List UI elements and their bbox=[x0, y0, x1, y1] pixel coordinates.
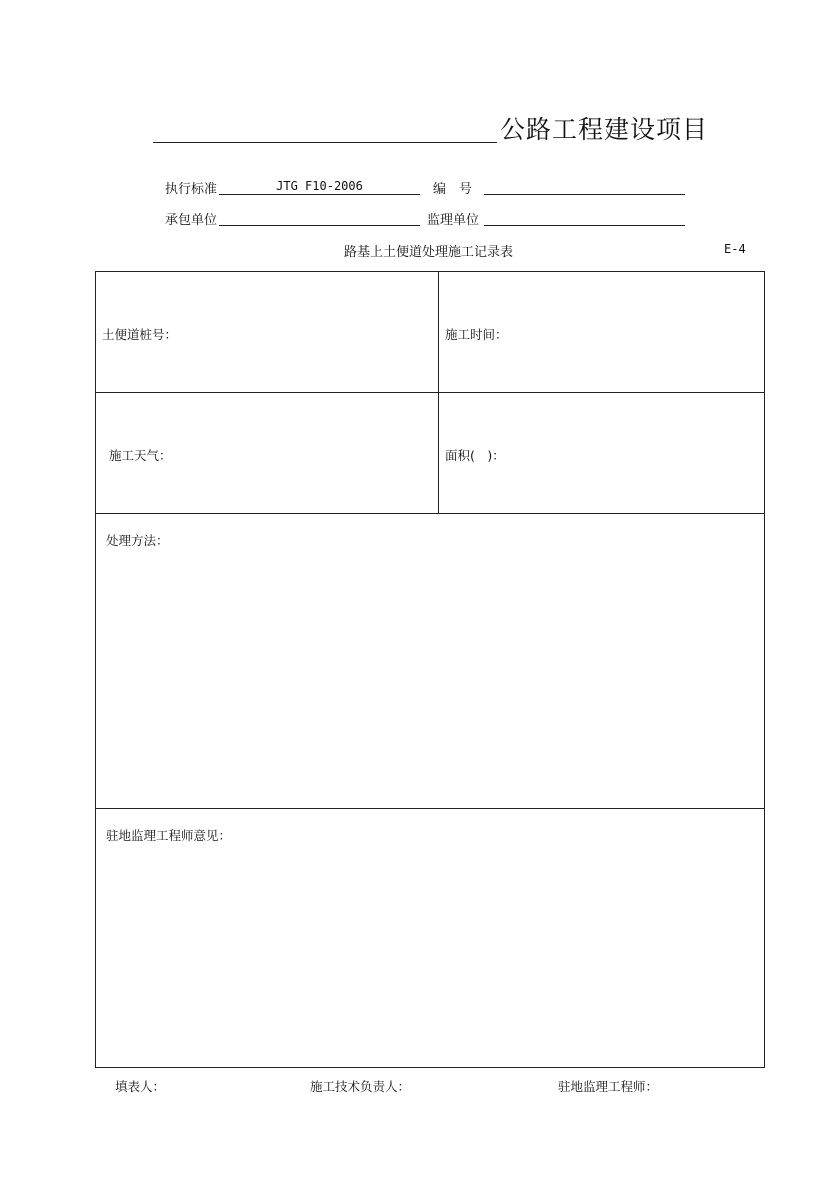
record-table bbox=[95, 271, 765, 1068]
standard-label: 执行标准 bbox=[165, 182, 218, 197]
construction-time-label[interactable]: 施工时间： bbox=[445, 327, 508, 342]
filler-label: 填表人： bbox=[115, 1079, 166, 1094]
number-label: 编 号 bbox=[433, 182, 473, 197]
tech-lead-label: 施工技术负责人： bbox=[310, 1079, 411, 1094]
engineer-label: 驻地监理工程师： bbox=[558, 1079, 659, 1094]
row-divider bbox=[96, 808, 764, 809]
contractor-field[interactable] bbox=[219, 209, 420, 226]
number-field[interactable] bbox=[484, 178, 685, 195]
page-title: 公路工程建设项目 bbox=[500, 115, 709, 144]
form-title: 路基上土便道处理施工记录表 bbox=[344, 245, 514, 260]
supervisor-field[interactable] bbox=[484, 209, 685, 226]
road-station-label[interactable]: 土便道桩号： bbox=[102, 327, 178, 342]
weather-label[interactable]: 施工天气： bbox=[109, 448, 172, 463]
engineer-opinion-label[interactable]: 驻地监理工程师意见： bbox=[106, 828, 232, 843]
form-code: E-4 bbox=[724, 242, 746, 256]
standard-field[interactable]: JTG F10-2006 bbox=[219, 178, 420, 195]
row-divider bbox=[96, 513, 764, 514]
area-label[interactable]: 面积( )： bbox=[445, 448, 505, 463]
column-divider bbox=[438, 272, 439, 513]
supervisor-label: 监理单位 bbox=[427, 213, 480, 228]
contractor-label: 承包单位 bbox=[165, 213, 218, 228]
row-divider bbox=[96, 392, 764, 393]
method-label[interactable]: 处理方法： bbox=[106, 533, 169, 548]
project-name-blank[interactable] bbox=[153, 142, 497, 143]
